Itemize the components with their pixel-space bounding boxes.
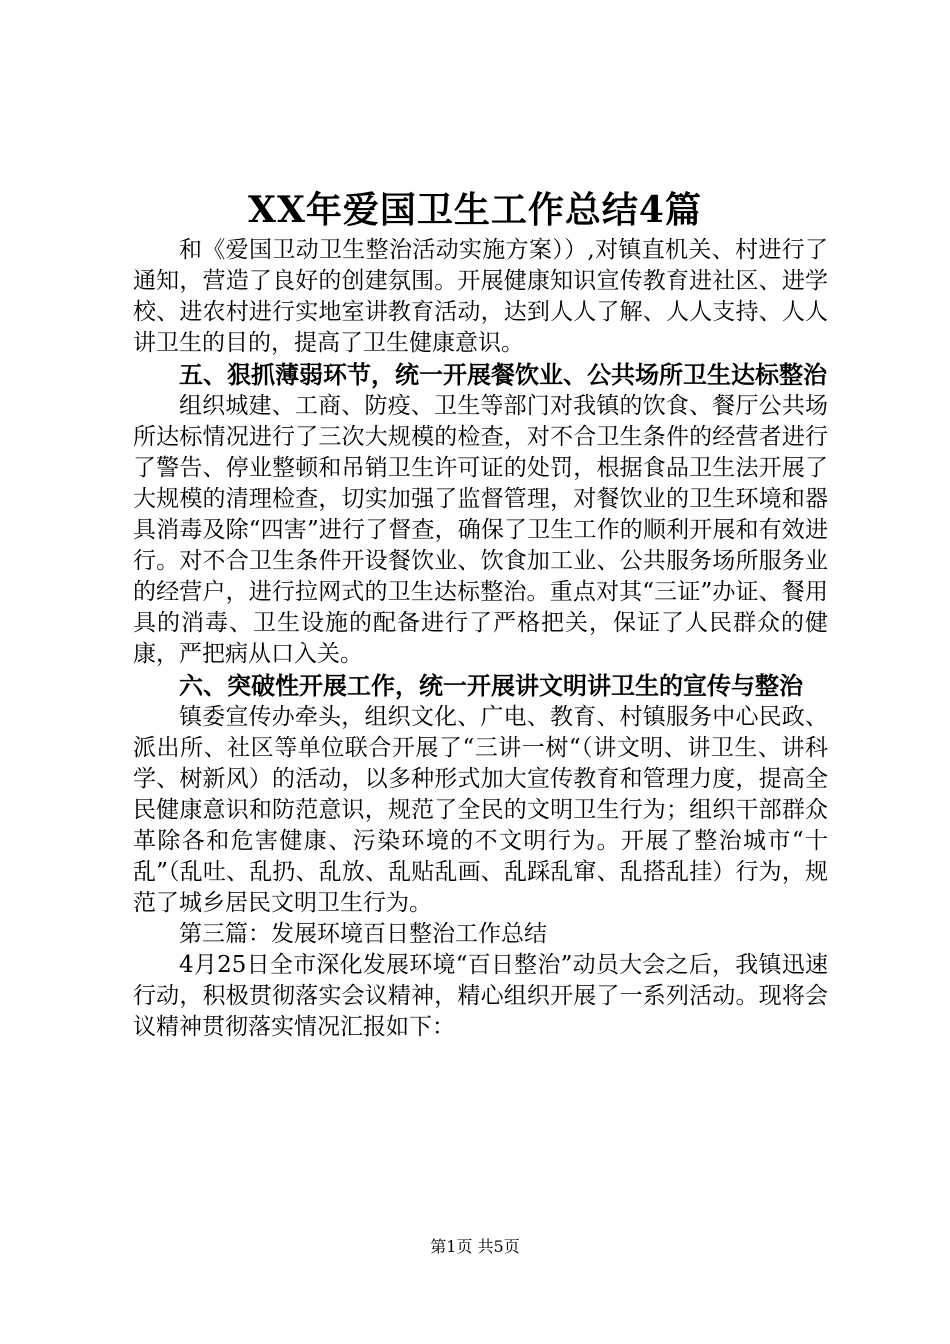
section-heading-5: 五、狠抓薄弱环节，统一开展餐饮业、公共场所卫生达标整治 [179, 360, 827, 389]
paragraph-part-three: 4月25日全市深化发展环境“百日整治”动员大会之后，我镇迅速行动，积极贯彻落实会议精神，精心组织开展了一系列活动。现将会议精神贯彻落实情况汇报如下： [133, 952, 828, 1040]
part-three-title: 第三篇：发展环境百日整治工作总结 [179, 921, 547, 947]
paragraph-section-5: 组织城建、工商、防疫、卫生等部门对我镇的饮食、餐厅公共场所达标情况进行了三次大规模的检查，对不合卫生条件的经营者进行了警告、停业整顿和吊销卫生许可证的处罚，根据食品卫生法开展了大规模的清理检查，切实加强了监督管理，对餐饮业的卫生环境和器具消毒及除“四害”进行了督查，确保了卫生工作的顺利开展和有效进行。对不合卫生条件开设餐饮业、饮食加工业、公共服务场所服务业的经营户，进行拉网式的卫生达标整治。重点对其“三证”办证、餐用具的消毒、卫生设施的配备进行了严格把关，保证了人民群众的健康，严把病从口入关。 [133, 393, 828, 667]
section-heading-6: 六、突破性开展工作，统一开展讲文明讲卫生的宣传与整治 [179, 671, 803, 700]
page-footer: 第1页 共5页 [430, 1237, 520, 1256]
document-title: XX年爱国卫生工作总结4篇 [248, 189, 702, 231]
paragraph-intro: 和《爱国卫动卫生整治活动实施方案））,对镇直机关、村进行了通知，营造了良好的创建氛围。开展健康知识宣传教育进社区、进学校、进农村进行实地室讲教育活动，达到人人了解、人人支持、人人讲卫生的目的，提高了卫生健康意识。 [133, 237, 828, 356]
paragraph-section-6: 镇委宣传办牵头，组织文化、广电、教育、村镇服务中心民政、派出所、社区等单位联合开展了“三讲一树“（讲文明、讲卫生、讲科学、树新风）的活动，以多种形式加大宣传教育和管理力度，提高全民健康意识和防范意识，规范了全民的文明卫生行为；组织干部群众革除各和危害健康、污染环境的不文明行为。开展了整治城市“十乱”（乱吐、乱扔、乱放、乱贴乱画、乱踩乱窜、乱搭乱挂）行为，规范了城乡居民文明卫生行为。 [133, 704, 828, 916]
document-body [133, 235, 828, 1043]
